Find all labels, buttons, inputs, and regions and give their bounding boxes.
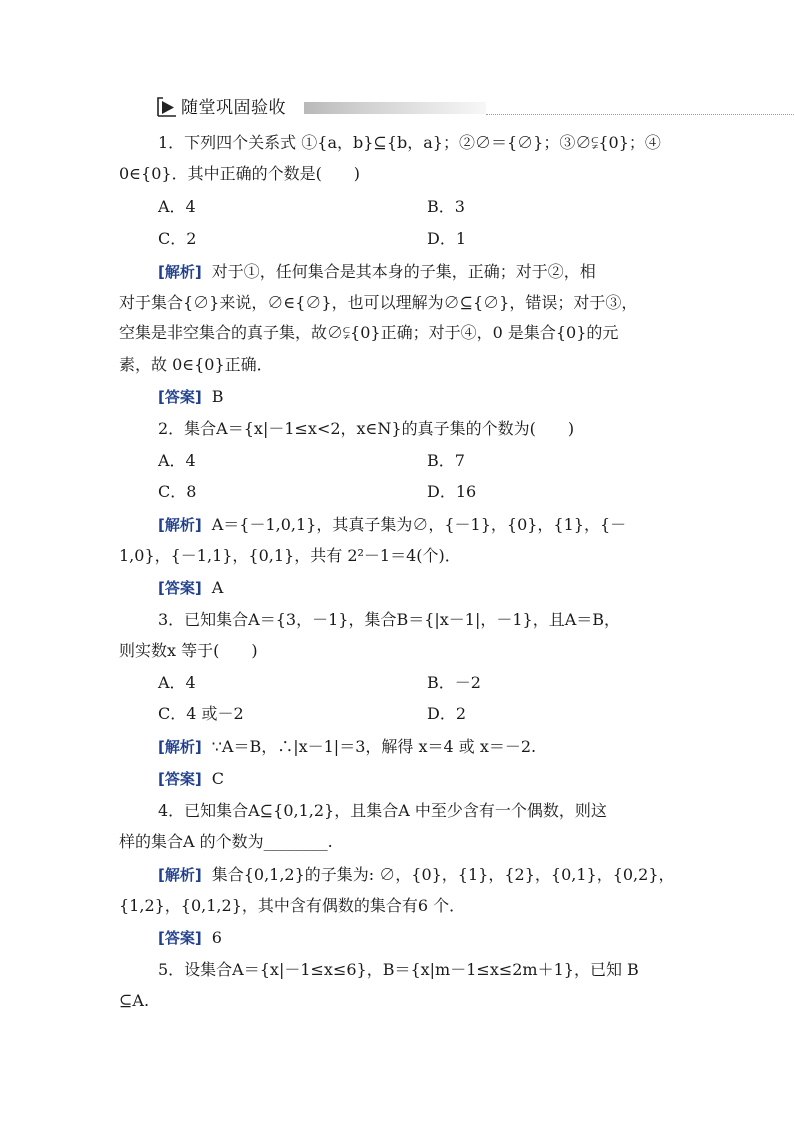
q5-stem-line1: 5．设集合A＝{x|－1≤x≤6}，B＝{x|m－1≤x≤2m＋1}，已知 B (158, 960, 639, 979)
q2-stem-line1: 2．集合A＝{x|－1≤x<2，x∈N}的真子集的个数为( ) (158, 419, 575, 438)
q2-analysis-line2: 1,0}，{－1,1}，{0,1}，共有 2²－1＝4(个)． (119, 546, 461, 565)
q2-option-d: D．16 (427, 482, 477, 501)
q2-option-b: B．7 (427, 451, 465, 470)
answer-label: [答案] (158, 770, 202, 788)
q1-analysis-line3: 空集是非空集合的真子集，故∅⫋{0}正确；对于④，0 是集合{0}的元 (119, 323, 619, 342)
q4-answer: [答案] 6 (158, 928, 222, 947)
q4-stem-line2: 样的集合A 的个数为________. (119, 832, 333, 851)
q1-option-d: D．1 (427, 229, 467, 248)
q3-stem-line1: 3．已知集合A＝{3，－1}，集合B＝{|x－1|，－1}，且A＝B， (158, 610, 621, 629)
q5-stem-line2: ⊆A. (119, 991, 150, 1010)
q2-analysis-line1: [解析] A＝{－1,0,1}，其真子集为∅，{－1}，{0}，{1}，{－ (158, 515, 627, 534)
analysis-label: [解析] (158, 738, 202, 756)
section-title: 随堂巩固验收 (181, 98, 286, 118)
q2-option-c: C．8 (158, 482, 197, 501)
q3-option-d: D．2 (427, 704, 467, 723)
q3-answer: [答案] C (158, 769, 224, 788)
q1-option-c: C．2 (158, 229, 197, 248)
q1-analysis-line1: [解析] 对于①，任何集合是其本身的子集，正确；对于②，相 (158, 262, 596, 281)
q4-stem-line1: 4．已知集合A⊆{0,1,2}，且集合A 中至少含有一个偶数，则这 (158, 801, 607, 820)
q1-option-b: B．3 (427, 197, 465, 216)
answer-label: [答案] (158, 388, 202, 406)
q2-answer: [答案] A (158, 578, 224, 597)
analysis-label: [解析] (158, 516, 202, 534)
q1-analysis-line2: 对于集合{∅}来说，∅∈{∅}，也可以理解为∅⊆{∅}，错误；对于③， (119, 293, 638, 312)
q3-option-a: A．4 (158, 673, 196, 692)
analysis-label: [解析] (158, 866, 202, 884)
q1-stem-line1: 1．下列四个关系式 ①{a，b}⊆{b，a}；②∅＝{∅}；③∅⫋{0}；④ (158, 133, 661, 152)
q3-option-c: C．4 或－2 (158, 704, 244, 723)
q3-option-b: B．－2 (427, 673, 481, 692)
q4-analysis-line2: {1,2}，{0,1,2}，其中含有偶数的集合有6 个． (119, 896, 466, 915)
q1-stem-line2: 0∈{0}．其中正确的个数是( ) (119, 164, 361, 183)
analysis-label: [解析] (158, 263, 202, 281)
q1-option-a: A．4 (158, 197, 196, 216)
play-triangle-icon (157, 97, 177, 117)
q1-analysis-line4: 素，故 0∈{0}正确． (119, 355, 273, 374)
banner-dotted-rule (486, 114, 794, 115)
q4-analysis-line1: [解析] 集合{0,1,2}的子集为: ∅，{0}，{1}，{2}，{0,1}，{0,2}， (158, 865, 675, 884)
q2-option-a: A．4 (158, 451, 196, 470)
banner-gradient-bar (304, 102, 486, 114)
q3-stem-line2: 则实数x 等于( ) (119, 641, 258, 660)
answer-label: [答案] (158, 929, 202, 947)
section-banner (157, 97, 719, 119)
q3-analysis-line1: [解析] ∵A＝B，∴|x－1|＝3，解得 x＝4 或 x＝－2. (158, 737, 537, 756)
q1-answer: [答案] B (158, 387, 224, 406)
answer-label: [答案] (158, 579, 202, 597)
